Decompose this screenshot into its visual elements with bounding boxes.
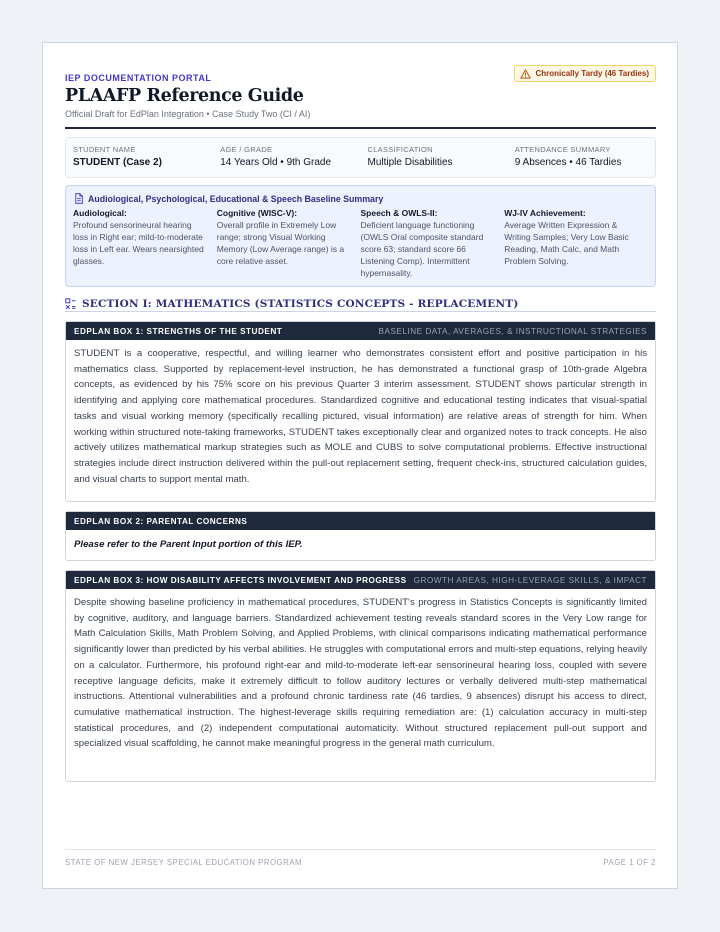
box-tag: GROWTH AREAS, HIGH-LEVERAGE SKILLS, & IMPACT [413, 575, 647, 585]
box-body-text: Please refer to the Parent Input portion of this IEP. [74, 539, 303, 550]
baseline-column-cognitive [217, 208, 361, 279]
box-header [66, 571, 655, 589]
baseline-column-heading: Speech & OWLS-II: [360, 208, 438, 218]
baseline-column-text: Average Written Expression & Writing Samples; Very Low Basic Reading, Math Calc, and Math Problem Solving. [504, 220, 629, 266]
edplan-box-strengths [65, 321, 656, 502]
field-label: AGE / GRADE [220, 145, 273, 154]
baseline-summary-panel [65, 185, 656, 287]
box-body-text: STUDENT is a cooperative, respectful, and willing learner who demonstrates consistent effort and positive participation in his mathematics class. Supported by replacement-level instruction, he has demonstrated a functional grasp of 10th-grade Algebra concepts, as evidenced by his 75% score on his previous Quarter 3 interim assessment. STUDENT shows particular strength in identifying and applying core mathematical procedures. Standardized cognitive and educational testing indicates that visual-spatial tasks and visual working memory (specifically recalling pictured, visual information) are relative areas of strength for him. When working within structured note-taking frameworks, STUDENT takes exceptionally clear and organized notes to track concepts. He also actively utilizes mathematical markup strategies such as MOLE and CUBS to solve computational problems. Effective instructional strategies include direct instruction delivered within the pull-out replacement setting, frequent check-ins, structured calculation guides, and visual charts to support mental math. [74, 348, 647, 485]
field-value: Multiple Disabilities [367, 157, 453, 168]
baseline-column-heading: Audiological: [73, 208, 127, 218]
baseline-summary-heading [74, 193, 383, 204]
baseline-column-achievement [504, 208, 648, 279]
math-icon [65, 298, 76, 310]
age-grade-field [213, 138, 360, 177]
student-name-field [66, 138, 213, 177]
baseline-column-text: Deficient language functioning (OWLS Oral composite standard score 63; standard score 66 Listening Comp). Intermittent hypernasality. [360, 220, 484, 278]
field-value: 9 Absences • 46 Tardies [514, 157, 622, 168]
attendance-field [508, 138, 655, 177]
warning-icon [520, 69, 531, 79]
section-divider [65, 311, 656, 312]
box-body-text: Despite showing baseline proficiency in mathematical procedures, STUDENT's progress in Statistics Concepts is significantly limited by cognitive, auditory, and language barriers. Standardized achievement testing reveals standard scores in the Very Low range for Math Calculation Skills, Math Problem Solving, and Applied Problems, with clinical comparisons indicating mathematical performance significantly lower than predicted by his verbal abilities. He struggles with computational errors and multi-step equations, relying heavily on a calculator. Furthermore, his profound right-ear and mild-to-moderate left-ear sensorineural hearing loss, coupled with severe receptive language deficits, make it extremely difficult to follow auditory lectures or verbally delivered multi-step mathematical instructions. Attentional vulnerabilities and a profound chronic tardiness rate (46 tardies, 9 absences) disrupt his access to direct, cumulative mathematical instruction. The highest-leverage skills requiring remediation are: (1) calculation accuracy in multi-step statistical procedures, and (2) independent computational automaticity. Without structured replacement pull-out support and specialized visual scaffolding, he cannot make meaningful progress in the general math curriculum. [74, 597, 647, 750]
student-info-panel [65, 137, 656, 178]
page-title: PLAAFP Reference Guide [65, 86, 304, 106]
baseline-summary-title: Audiological, Psychological, Educational & Speech Baseline Summary [88, 193, 384, 204]
baseline-column-heading: WJ-IV Achievement: [504, 208, 586, 218]
baseline-column-heading: Cognitive (WISC-V): [216, 208, 298, 218]
baseline-column-text: Profound sensorineural hearing loss in Right ear; mild-to-moderate loss in Left ear. Wears nearsighted glasses. [73, 220, 204, 266]
box-title: EDPLAN BOX 1: STRENGTHS OF THE STUDENT [74, 326, 283, 336]
baseline-column-audiological [73, 208, 217, 279]
classification-field [361, 138, 508, 177]
edplan-box-parental-concerns [65, 511, 656, 561]
section-heading [65, 296, 656, 311]
baseline-column-text: Overall profile in Extremely Low range; strong Visual Working Memory (Low Average range) is a core relative asset. [216, 220, 345, 266]
document-icon [74, 193, 84, 204]
field-value: 14 Years Old • 9th Grade [220, 157, 332, 168]
box-title: EDPLAN BOX 2: PARENTAL CONCERNS [74, 516, 248, 526]
portal-label: IEP DOCUMENTATION PORTAL [65, 73, 212, 83]
tardy-alert-text: Chronically Tardy (46 Tardies) [535, 69, 649, 78]
tardy-alert-badge [514, 65, 656, 82]
box-tag: BASELINE DATA, AVERAGES, & INSTRUCTIONAL STRATEGIES [378, 326, 647, 336]
footer-program: STATE OF NEW JERSEY SPECIAL EDUCATION PROGRAM [65, 858, 302, 867]
footer-divider [65, 849, 656, 850]
box-header [66, 512, 655, 530]
footer-page-number: PAGE 1 OF 2 [603, 858, 656, 867]
field-value: STUDENT (Case 2) [73, 157, 162, 168]
box-header [66, 322, 655, 340]
page-subtitle: Official Draft for EdPlan Integration • Case Study Two (CI / AI) [65, 109, 311, 119]
section-title: SECTION I: MATHEMATICS (STATISTICS CONCEPTS - REPLACEMENT) [82, 297, 519, 310]
field-label: ATTENDANCE SUMMARY [514, 145, 611, 154]
edplan-box-disability-impact [65, 570, 656, 782]
box-title: EDPLAN BOX 3: HOW DISABILITY AFFECTS INVOLVEMENT AND PROGRESS [74, 575, 407, 585]
field-label: STUDENT NAME [73, 145, 136, 154]
document-page [42, 42, 678, 889]
baseline-column-speech [361, 208, 505, 279]
header-divider [65, 127, 656, 129]
field-label: CLASSIFICATION [367, 145, 433, 154]
